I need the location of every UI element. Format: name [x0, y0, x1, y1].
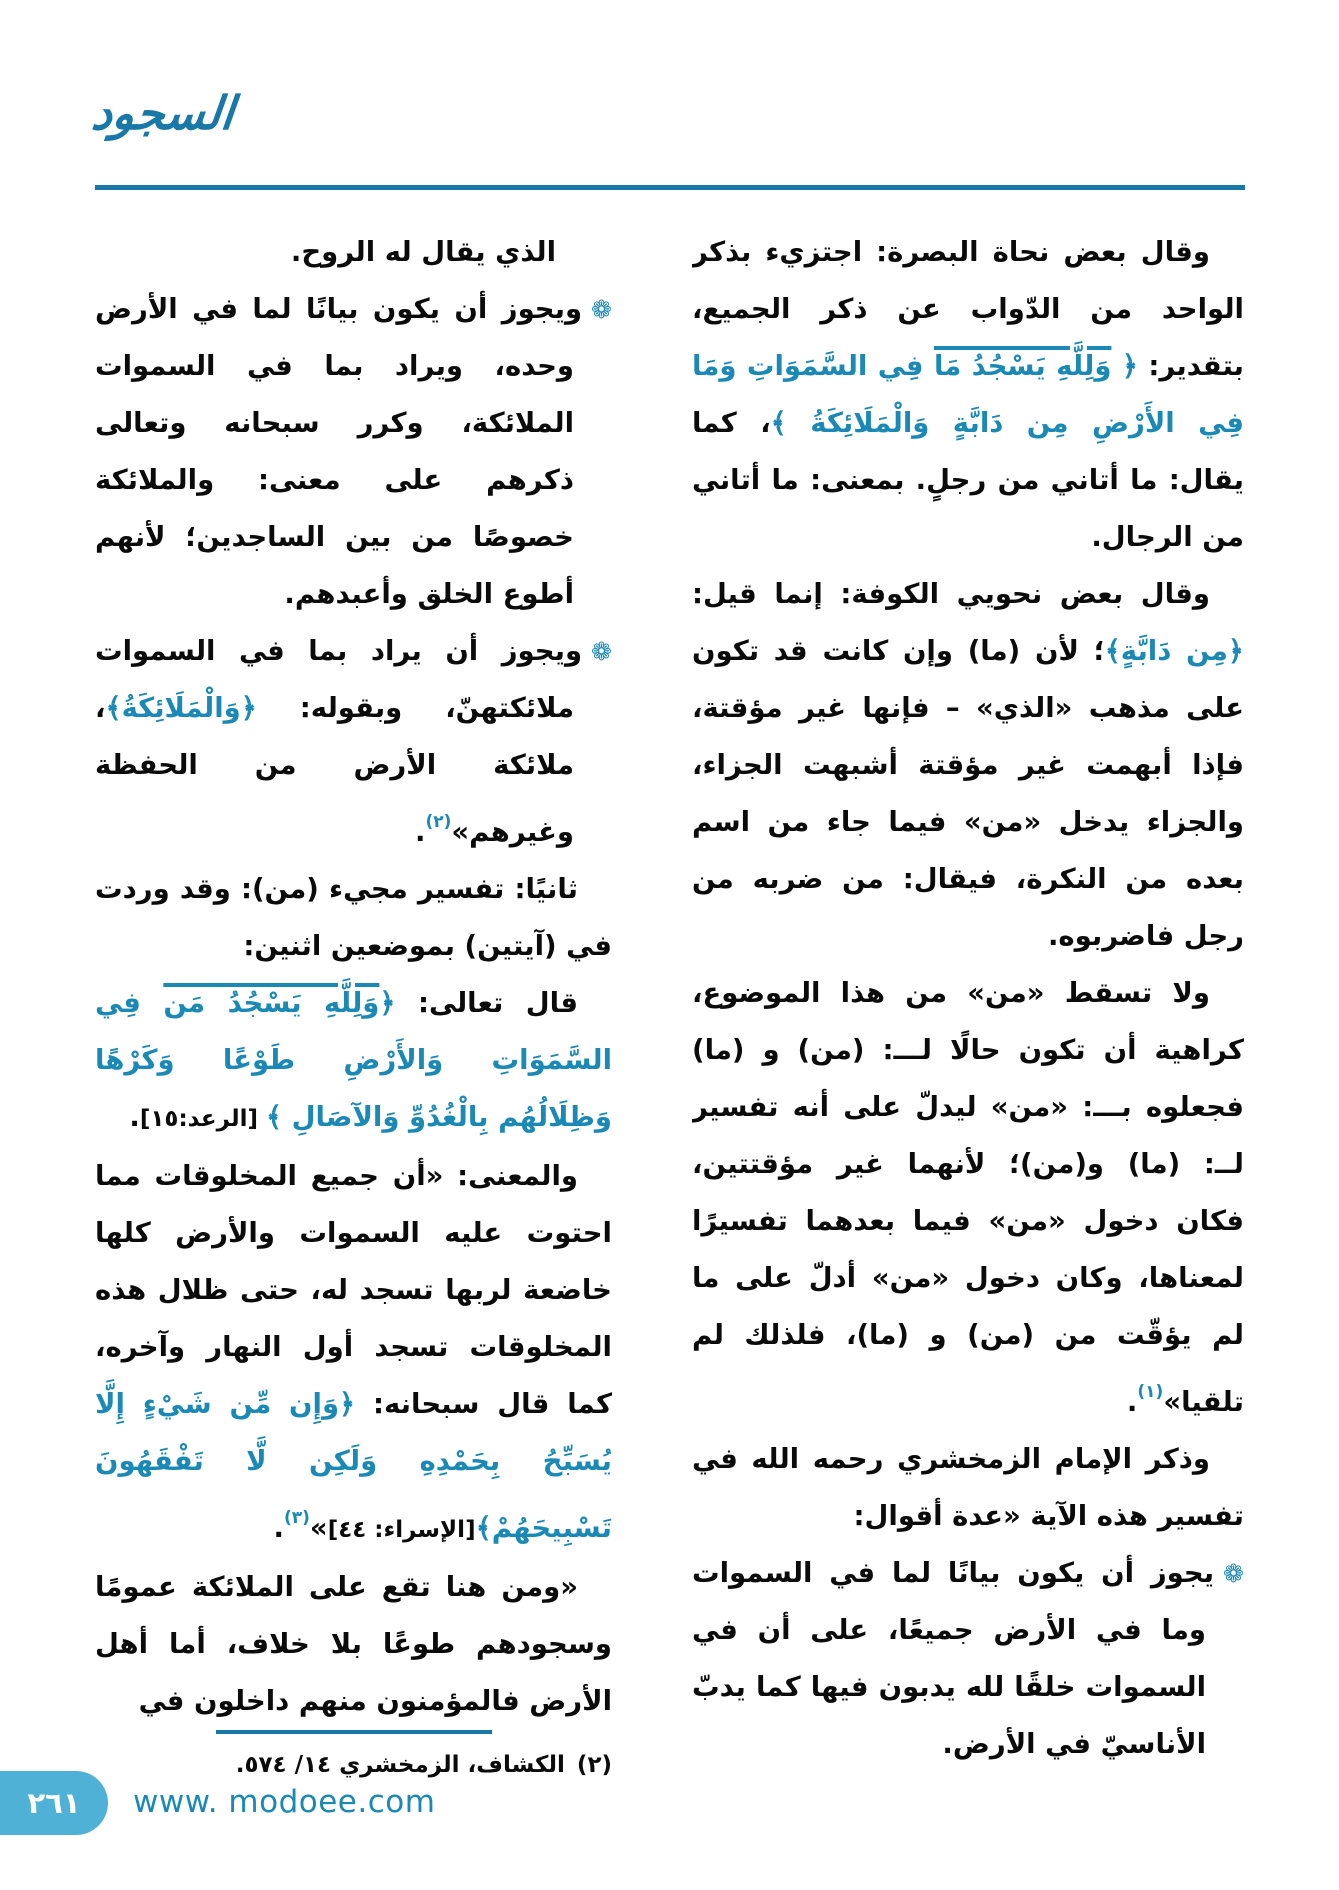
footnote-ref: (٣): [283, 1508, 310, 1528]
flower-bullet-icon: ❁: [1223, 1559, 1244, 1588]
chapter-title-calligraphy: السجود: [89, 86, 237, 140]
left-column: [95, 224, 612, 1780]
quran-verse: ﴿وَالْمَلَائِكَةُ﴾: [105, 692, 257, 724]
flower-bullet-icon: ❁: [591, 295, 612, 324]
paragraph: [95, 861, 612, 975]
footnote-ref: (١): [1137, 1382, 1164, 1402]
footnote-text: الكشاف، الزمخشري ١٤/ ٥٧٤.: [235, 1752, 565, 1778]
paragraph: [692, 1773, 1244, 1780]
page-header: [0, 0, 1339, 190]
text-run: وقال بعض نحويي الكوفة: إنما قيل:: [692, 578, 1210, 610]
text-run: ثانيًا: تفسير مجيء (من): وقد وردت في (آيتين) بموضعين اثنين:: [95, 873, 612, 962]
paragraph: [692, 965, 1244, 1431]
text-run: يجوز أن يكون بيانًا لما في السموات وما في الأرض جميعًا، على أن في السموات خلقًا لله يدبون فيها كما يدبّ الأناسيّ في الأرض.: [692, 1557, 1215, 1760]
right-column: [692, 224, 1244, 1780]
quran-verse-overlined: وَلِلَّهِ يَسْجُدُ مَا: [933, 350, 1112, 382]
quran-verse: ﴿: [379, 987, 396, 1019]
footnote: [95, 1742, 612, 1780]
paragraph: [95, 1559, 612, 1730]
paragraph: [95, 281, 612, 623]
verse-reference: [الإسراء: ٤٤]: [327, 1517, 476, 1543]
verse-reference: [الرعد:١٥]: [139, 1106, 266, 1132]
text-run: ، كما يقال: ما أتاني من رجلٍ. بمعنى: ما أتاني من الرجال.: [692, 407, 1244, 553]
text-run: «ومن هنا تقع على الملائكة عمومًا وسجودهم طوعًا بلا خلاف، أما أهل الأرض فالمؤمنون منهم داخلون في: [95, 1571, 612, 1717]
text-run: .: [273, 1512, 284, 1544]
paragraph: [692, 566, 1244, 965]
footnote-separator: [216, 1730, 492, 1734]
text-columns: [0, 190, 1339, 1780]
paragraph: [95, 1148, 612, 1559]
flower-bullet-icon: ❁: [591, 637, 612, 666]
paragraph: [95, 975, 612, 1148]
paragraph: [95, 623, 612, 861]
quran-verse: فِي السَّمَوَاتِ وَمَا فِي الأَرْضِ مِن دَابَّةٍ وَالْمَلَائِكَةُ ﴾: [692, 350, 1244, 439]
quran-verse: ﴿: [1111, 350, 1138, 382]
text-run: والمعنى: «أن جميع المخلوقات مما احتوت عليه السموات والأرض كلها خاضعة لربها تسجد له، حتى ظلال هذه المخلوقات تسجد أول النهار وآخره، كما قال سبحانه:: [95, 1160, 612, 1420]
text-run: ويجوز أن يكون بيانًا لما في الأرض وحده، ويراد بما في السموات الملائكة، وكرر سبحانه وتعالى ذكرهم على معنى: والملائكة خصوصًا من بين الساجدين؛ لأنهم أطوع الخلق وأعبدهم.: [95, 293, 583, 610]
quran-verse-overlined: وَلِلَّهِ يَسْجُدُ مَن: [163, 987, 380, 1019]
paragraph: [692, 1545, 1244, 1773]
text-run: ؛ لأن (ما) وإن كانت قد تكون على مذهب «الذي» – فإنها غير مؤقتة، فإذا أبهمت غير مؤقتة أشبهت الجزاء، والجزاء يدخل «من» فيما جاء من اسم بعده من النكرة، فيقال: من ضربه من رجل فاضربوه.: [692, 635, 1244, 952]
quran-verse: ﴿مِن دَابَّةٍ﴾: [1104, 635, 1244, 667]
footnote-number: (٢): [576, 1752, 612, 1778]
footnote-ref: (٢): [425, 812, 452, 832]
header-rule: [95, 185, 1245, 190]
right-column-text: [692, 224, 1244, 1780]
text-run: قال تعالى:: [395, 987, 578, 1019]
text-run: »: [309, 1512, 328, 1544]
text-run: وقال بعض نحاة البصرة: اجتزيء بذكر الواحد من الدّواب عن ذكر الجميع، بتقدير:: [692, 236, 1244, 382]
quran-verse: فِي السَّمَوَاتِ وَالأَرْضِ طَوْعًا وَكَرْهًا وَظِلَالُهُم بِالْغُدُوِّ وَالآصَالِ ﴾: [95, 987, 612, 1133]
page-number-badge: ٢٦١: [0, 1771, 108, 1835]
text-run: ويجوز أن يراد بما في السموات ملائكتهنّ، وبقوله:: [95, 635, 583, 724]
website-url: www. modoee.com: [133, 1784, 436, 1820]
text-run: ولا تسقط «من» من هذا الموضوع، كراهية أن تكون حالًا لـــ: (من) و (ما) فجعلوه بـــ: «من» ليدلّ على أنه تفسير لــ: (ما) و(من)؛ لأنهما غير مؤقتتين، فكان دخول «من» فيما بعدهما تفسيرًا لمعناها، وكان دخول «من» أدلّ على ما لم يؤقّت من (من) و (ما)، فلذلك لم تلقيا»: [692, 977, 1244, 1418]
text-run: .: [1126, 1386, 1138, 1418]
text-run: ، ملائكة الأرض من الحفظة وغيرهم»: [95, 692, 574, 848]
quran-verse: ﴿وَإِن مِّن شَيْءٍ إِلَّا يُسَبِّحُ بِحَمْدِهِ وَلَكِن لَّا تَفْقَهُونَ تَسْبِيحَهُمْ﴾: [95, 1388, 612, 1544]
left-column-footnotes: [95, 1730, 612, 1780]
text-run: .: [414, 816, 426, 848]
text-run: .: [129, 1101, 140, 1133]
paragraph: [95, 224, 612, 281]
paragraph: [692, 1431, 1244, 1545]
text-run: وذكر الإمام الزمخشري رحمه الله في تفسير هذه الآية «عدة أقوال:: [692, 1443, 1244, 1532]
paragraph: [692, 224, 1244, 566]
left-column-text: [95, 224, 612, 1730]
text-run: الذي يقال له الروح.: [290, 236, 556, 268]
